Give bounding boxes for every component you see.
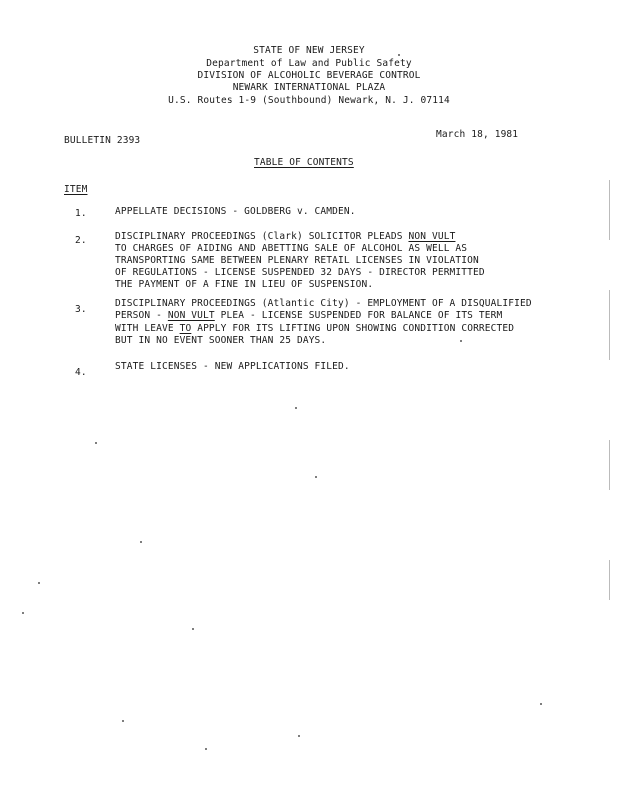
item-text: TO CHARGES OF AIDING AND ABETTING SALE OF ALCOHOL AS WELL AS	[115, 243, 468, 254]
scan-speck	[205, 748, 207, 750]
header-line-department: Department of Law and Public Safety	[206, 58, 412, 69]
header-line-plaza: NEWARK INTERNATIONAL PLAZA	[232, 82, 386, 93]
scan-speck	[140, 541, 142, 543]
item-text	[115, 324, 514, 334]
item-number: 3.	[75, 304, 87, 315]
header-line-division: DIVISION OF ALCOHOLIC BEVERAGE CONTROL	[197, 70, 421, 81]
item-text-segment: APPLY FOR ITS LIFTING UPON SHOWING CONDITION CORRECTED	[191, 323, 515, 334]
item-number: 1.	[75, 208, 87, 219]
scan-edge-mark	[609, 560, 610, 600]
scan-edge-mark	[609, 290, 610, 360]
item-text-segment: PLEA - LICENSE SUSPENDED FOR BALANCE OF ITS TERM	[214, 310, 503, 321]
item-text-segment: DISCIPLINARY PROCEEDINGS (Clark) SOLICITOR PLEADS	[115, 231, 409, 242]
item-text-underlined: TO	[179, 323, 192, 334]
item-text	[115, 232, 455, 242]
scan-speck	[192, 628, 194, 630]
item-text: OF REGULATIONS - LICENSE SUSPENDED 32 DAYS - DIRECTOR PERMITTED	[115, 267, 485, 278]
item-number: 2.	[75, 235, 87, 246]
scan-speck	[460, 340, 462, 342]
item-text-segment: PERSON -	[115, 310, 168, 321]
scan-edge-mark	[609, 440, 610, 490]
item-text: TRANSPORTING SAME BETWEEN PLENARY RETAIL LICENSES IN VIOLATION	[115, 255, 479, 266]
bulletin-number: BULLETIN 2393	[64, 135, 141, 146]
item-text	[115, 311, 502, 321]
item-text: THE PAYMENT OF A FINE IN LIEU OF SUSPENSION.	[115, 279, 374, 290]
scan-speck	[22, 612, 24, 614]
item-text-underlined: NON VULT	[408, 231, 456, 242]
scan-edge-mark	[609, 180, 610, 240]
scan-speck	[298, 735, 300, 737]
scan-speck	[295, 407, 297, 409]
scan-speck	[398, 54, 400, 56]
scan-speck	[315, 476, 317, 478]
scan-speck	[38, 582, 40, 584]
scan-speck	[95, 442, 97, 444]
header-line-address: U.S. Routes 1-9 (Southbound) Newark, N. J. 07114	[168, 95, 450, 106]
toc-title: TABLE OF CONTENTS	[254, 157, 354, 168]
header-line-state: STATE OF NEW JERSEY	[253, 45, 365, 56]
item-text-underlined: NON VULT	[167, 310, 215, 321]
item-text: APPELLATE DECISIONS - GOLDBERG v. CAMDEN.	[115, 206, 356, 217]
scan-speck	[540, 703, 542, 705]
item-number: 4.	[75, 367, 87, 378]
item-text: STATE LICENSES - NEW APPLICATIONS FILED.	[115, 361, 350, 372]
item-text: BUT IN NO EVENT SOONER THAN 25 DAYS.	[115, 335, 327, 346]
item-text: DISCIPLINARY PROCEEDINGS (Atlantic City) - EMPLOYMENT OF A DISQUALIFIED	[115, 298, 532, 309]
item-text-segment: WITH LEAVE	[115, 323, 180, 334]
bulletin-date: March 18, 1981	[436, 129, 519, 140]
item-heading: ITEM	[64, 184, 88, 195]
scan-speck	[122, 720, 124, 722]
